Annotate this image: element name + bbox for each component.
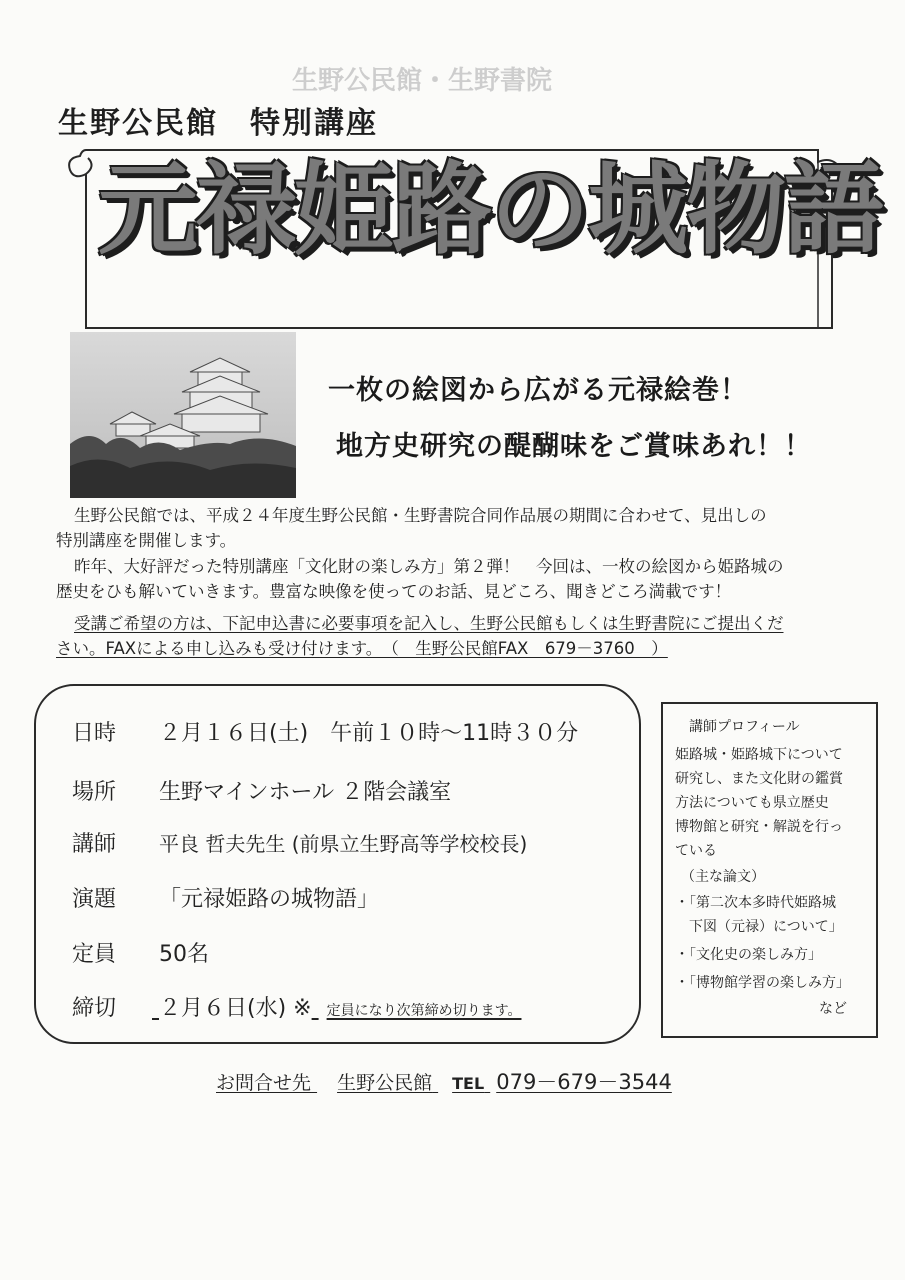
lecturer-label: 講師: [72, 832, 117, 857]
profile-line: 研究し、また文化財の鑑賞: [675, 771, 843, 787]
tagline-1: 一枚の絵図から広がる元禄絵巻！: [328, 375, 748, 406]
paragraph-1-line-1: 生野公民館では、平成２４年度生野公民館・生野書院合同作品展の期間に合わせて、見出しの: [74, 506, 767, 525]
topic-row: [72, 882, 379, 913]
profile-line: （主な論文）: [681, 869, 765, 885]
profile-line: など: [819, 1001, 847, 1017]
date-row: [72, 716, 578, 747]
place-row: [72, 775, 451, 806]
contact-label: お問合せ先: [216, 1072, 312, 1094]
paragraph-1-line-2: 特別講座を開催します。: [56, 531, 237, 550]
deadline-row: [72, 991, 521, 1022]
profile-line: 博物館と研究・解説を行っ: [675, 819, 843, 835]
tagline-2: 地方史研究の醍醐味をご賞味あれ！！: [336, 431, 812, 462]
capacity-label: 定員: [72, 942, 117, 967]
date-value: ２月１６日(土) 午前１０時～11時３０分: [159, 721, 579, 746]
place-label: 場所: [72, 780, 117, 805]
castle-photo: [70, 332, 296, 498]
paragraph-3-line-2: さい。FAXによる申し込みも受け付けます。 （ 生野公民館FAX 679－3760 ）: [56, 639, 668, 658]
lecturer-profile-box: [661, 702, 878, 1038]
bleed-through-text: 生野公民館・生野書院: [292, 66, 553, 96]
profile-line: 下図（元禄）について」: [675, 919, 843, 935]
paragraph-3-line-1: 受講ご希望の方は、下記申込書に必要事項を記入し、生野公民館もしくは生野書院にご提出くだ: [74, 614, 784, 633]
place-value: 生野マインホール ２階会議室: [159, 780, 452, 805]
profile-line: 方法についても県立歴史: [675, 795, 829, 811]
tel-label: TEL: [452, 1074, 485, 1093]
deadline-note: 定員になり次第締め切ります。: [326, 1003, 522, 1019]
contact-line: [216, 1066, 672, 1096]
profile-line: 姫路城・姫路城下について: [675, 747, 843, 763]
main-title: 元禄姫路の城物語: [98, 151, 882, 268]
lecturer-row: [72, 827, 527, 858]
paragraph-2-line-1: 昨年、大好評だった特別講座「文化財の楽しみ方」第２弾！ 今回は、一枚の絵図から姫路城の: [74, 557, 784, 576]
deadline-value: ２月６日(水) ※: [159, 996, 312, 1021]
contact-tel: 079－679－3544: [496, 1070, 672, 1094]
paragraph-2-line-2: 歴史をひも解いていきます。豊富な映像を使ってのお話、見どころ、聞きどころ満載です！: [56, 582, 732, 601]
topic-value: 「元禄姫路の城物語」: [159, 887, 380, 912]
capacity-value: 50名: [159, 942, 209, 967]
profile-heading: 講師プロフィール: [689, 719, 800, 735]
contact-org: 生野公民館: [337, 1072, 433, 1094]
deadline-label: 締切: [72, 996, 117, 1021]
capacity-row: [72, 937, 209, 968]
date-label: 日時: [72, 721, 117, 746]
profile-line: ている: [675, 843, 717, 859]
profile-line: ・「博物館学習の楽しみ方」: [675, 975, 850, 991]
series-heading: 生野公民館 特別講座: [58, 106, 378, 141]
profile-line: ・「第二次本多時代姫路城: [675, 895, 836, 911]
profile-line: ・「文化史の楽しみ方」: [675, 947, 822, 963]
lecturer-value: 平良 哲夫先生 (前県立生野高等学校校長): [159, 832, 528, 856]
topic-label: 演題: [72, 887, 117, 912]
